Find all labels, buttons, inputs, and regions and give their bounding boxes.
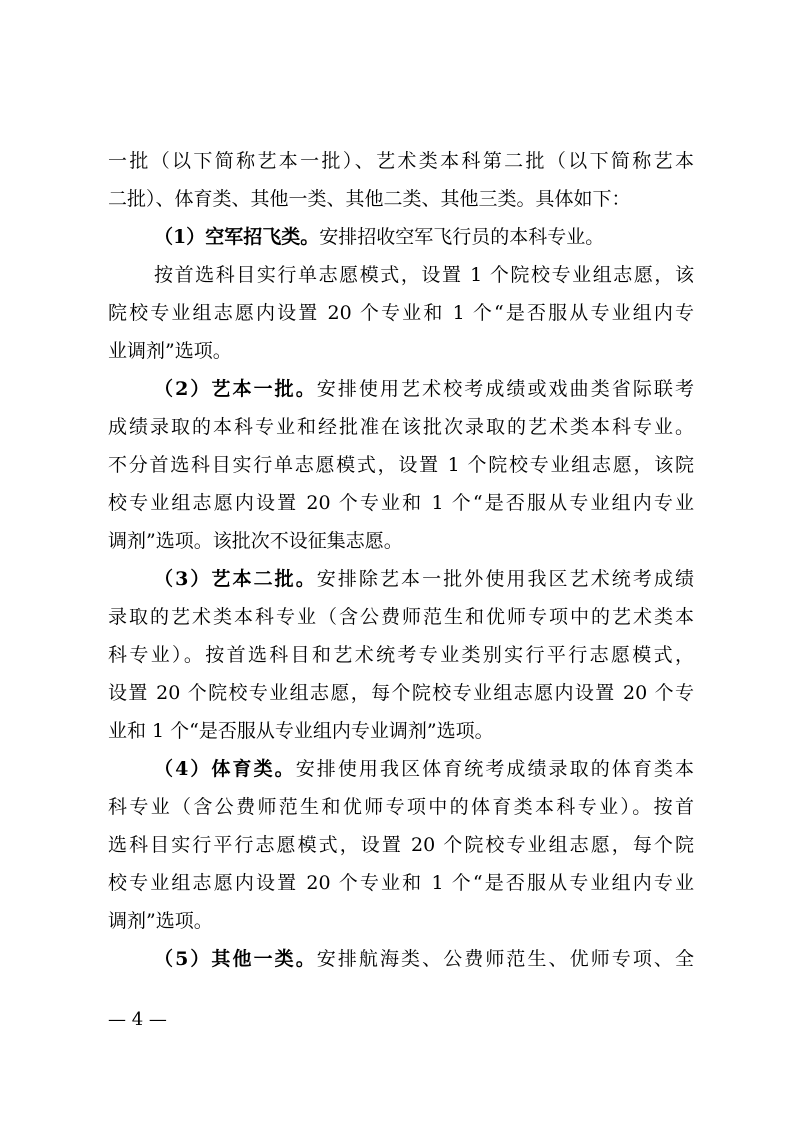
line-text: 院校专业组志愿内设置 20 个专业和 1 个“是否服从专业组内专 xyxy=(108,302,694,324)
paragraph-line xyxy=(108,256,694,294)
paragraph-line xyxy=(108,484,694,522)
body-text xyxy=(108,142,694,978)
paragraph-line xyxy=(108,180,694,218)
line-text: 安排招收空军飞行员的本科专业。 xyxy=(319,226,605,248)
section-heading-1: （1）空军招飞类。 xyxy=(154,226,320,248)
line-text: 安排除艺本一批外使用我区艺术统考成绩 xyxy=(316,568,694,590)
paragraph-line xyxy=(108,522,694,560)
line-text: 安排使用艺术校考成绩或戏曲类省际联考 xyxy=(316,378,694,400)
section-heading-5: （5）其他一类。 xyxy=(154,948,317,970)
line-text: 科专业）。按首选科目和艺术统考专业类别实行平行志愿模式， xyxy=(108,644,694,666)
line-text: 调剂”选项。该批次不设征集志愿。 xyxy=(108,530,403,552)
paragraph-line xyxy=(108,598,694,636)
section-heading-line xyxy=(108,560,694,598)
paragraph-line xyxy=(108,332,694,370)
section-heading-line xyxy=(108,218,694,256)
line-text: 安排使用我区体育统考成绩录取的体育类本 xyxy=(295,758,694,780)
page-number: — 4 — xyxy=(108,1009,167,1030)
line-text: 业调剂”选项。 xyxy=(108,340,232,362)
paragraph-line xyxy=(108,826,694,864)
paragraph-line xyxy=(108,408,694,446)
line-text: 业和 1 个“是否服从专业组内专业调剂”选项。 xyxy=(108,720,494,742)
paragraph-line xyxy=(108,674,694,712)
line-text: 一批（以下简称艺本一批）、艺术类本科第二批（以下简称艺本 xyxy=(108,150,694,172)
line-text: 安排航海类、公费师范生、优师专项、全 xyxy=(316,948,694,970)
section-heading-4: （4）体育类。 xyxy=(154,758,296,780)
line-text: 按首选科目实行单志愿模式，设置 1 个院校专业组志愿，该 xyxy=(154,264,694,286)
line-text: 录取的艺术类本科专业（含公费师范生和优师专项中的艺术类本 xyxy=(108,606,694,628)
paragraph-line xyxy=(108,636,694,674)
section-heading-line xyxy=(108,370,694,408)
line-text: 二批）、体育类、其他一类、其他二类、其他三类。具体如下： xyxy=(108,188,631,210)
line-text: 设置 20 个院校专业组志愿，每个院校专业组志愿内设置 20 个专 xyxy=(108,682,694,704)
paragraph-line xyxy=(108,446,694,484)
line-text: 科专业（含公费师范生和优师专项中的体育类本科专业）。按首 xyxy=(108,796,694,818)
section-heading-line xyxy=(108,940,694,978)
line-text: 校专业组志愿内设置 20 个专业和 1 个“是否服从专业组内专业 xyxy=(108,492,694,514)
line-text: 调剂”选项。 xyxy=(108,910,213,932)
paragraph-line xyxy=(108,902,694,940)
section-heading-2: （2）艺本一批。 xyxy=(154,378,317,400)
paragraph-line xyxy=(108,864,694,902)
paragraph-line xyxy=(108,142,694,180)
paragraph-line xyxy=(108,294,694,332)
line-text: 不分首选科目实行单志愿模式，设置 1 个院校专业组志愿，该院 xyxy=(108,454,694,476)
section-heading-3: （3）艺本二批。 xyxy=(154,568,317,590)
paragraph-line xyxy=(108,788,694,826)
line-text: 校专业组志愿内设置 20 个专业和 1 个“是否服从专业组内专业 xyxy=(108,872,694,894)
paragraph-line xyxy=(108,712,694,750)
line-text: 成绩录取的本科专业和经批准在该批次录取的艺术类本科专业。 xyxy=(108,416,694,438)
section-heading-line xyxy=(108,750,694,788)
line-text: 选科目实行平行志愿模式，设置 20 个院校专业组志愿，每个院 xyxy=(108,834,694,856)
